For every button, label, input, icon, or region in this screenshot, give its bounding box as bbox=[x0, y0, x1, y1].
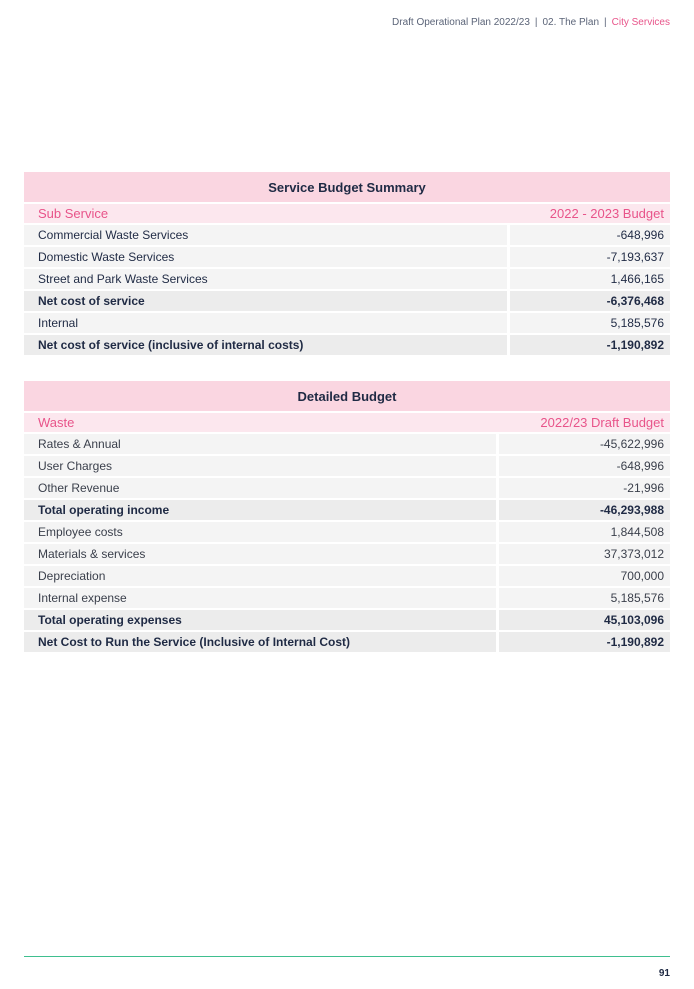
row-value: -1,190,892 bbox=[496, 632, 670, 652]
table-row bbox=[24, 225, 670, 245]
row-label: Street and Park Waste Services bbox=[24, 269, 507, 289]
row-value: -45,622,996 bbox=[496, 434, 670, 454]
table-row bbox=[24, 478, 670, 498]
row-label: Total operating income bbox=[24, 500, 496, 520]
subsection-label: City Services bbox=[611, 17, 670, 28]
page-number: 91 bbox=[658, 968, 670, 979]
table-row bbox=[24, 456, 670, 476]
row-label: Net cost of service (inclusive of internal costs) bbox=[24, 335, 507, 355]
row-label: Rates & Annual bbox=[24, 434, 496, 454]
table-row bbox=[24, 566, 670, 586]
table-title: Service Budget Summary bbox=[24, 172, 670, 202]
row-label: Employee costs bbox=[24, 522, 496, 542]
row-value: 45,103,096 bbox=[496, 610, 670, 630]
row-value: 1,844,508 bbox=[496, 522, 670, 542]
column-header-value: 2022 - 2023 Budget bbox=[507, 204, 670, 223]
table-row bbox=[24, 269, 670, 289]
column-header-row bbox=[24, 204, 670, 223]
row-label: Domestic Waste Services bbox=[24, 247, 507, 267]
table-row bbox=[24, 313, 670, 333]
column-header-value: 2022/23 Draft Budget bbox=[496, 413, 670, 432]
row-label: Materials & services bbox=[24, 544, 496, 564]
row-value: -648,996 bbox=[496, 456, 670, 476]
table-row bbox=[24, 291, 670, 311]
row-value: 700,000 bbox=[496, 566, 670, 586]
table-row bbox=[24, 247, 670, 267]
row-value: 5,185,576 bbox=[496, 588, 670, 608]
row-label: Net cost of service bbox=[24, 291, 507, 311]
document-title: Draft Operational Plan 2022/23 bbox=[392, 17, 530, 28]
row-label: Other Revenue bbox=[24, 478, 496, 498]
table-row bbox=[24, 610, 670, 630]
table-row bbox=[24, 588, 670, 608]
row-label: Internal bbox=[24, 313, 507, 333]
column-header-label: Sub Service bbox=[24, 204, 507, 223]
service-budget-summary-table bbox=[24, 170, 670, 357]
table-title: Detailed Budget bbox=[24, 381, 670, 411]
detailed-budget-table bbox=[24, 379, 670, 654]
row-value: 37,373,012 bbox=[496, 544, 670, 564]
row-value: -21,996 bbox=[496, 478, 670, 498]
row-value: -1,190,892 bbox=[507, 335, 670, 355]
table-row bbox=[24, 335, 670, 355]
page-header bbox=[392, 17, 670, 28]
header-separator: | bbox=[604, 17, 607, 28]
column-header-label: Waste bbox=[24, 413, 496, 432]
table-row bbox=[24, 522, 670, 542]
row-value: 1,466,165 bbox=[507, 269, 670, 289]
table-title-row bbox=[24, 381, 670, 411]
table-row bbox=[24, 500, 670, 520]
row-label: User Charges bbox=[24, 456, 496, 476]
row-value: -7,193,637 bbox=[507, 247, 670, 267]
table-title-row bbox=[24, 172, 670, 202]
row-label: Net Cost to Run the Service (Inclusive of Internal Cost) bbox=[24, 632, 496, 652]
row-label: Depreciation bbox=[24, 566, 496, 586]
table-row bbox=[24, 632, 670, 652]
row-value: 5,185,576 bbox=[507, 313, 670, 333]
row-value: -6,376,468 bbox=[507, 291, 670, 311]
column-header-row bbox=[24, 413, 670, 432]
row-label: Commercial Waste Services bbox=[24, 225, 507, 245]
row-label: Total operating expenses bbox=[24, 610, 496, 630]
section-label: 02. The Plan bbox=[542, 17, 600, 28]
table-row bbox=[24, 434, 670, 454]
row-value: -46,293,988 bbox=[496, 500, 670, 520]
header-separator: | bbox=[534, 17, 538, 28]
table-row bbox=[24, 544, 670, 564]
footer-rule bbox=[24, 956, 670, 957]
row-label: Internal expense bbox=[24, 588, 496, 608]
row-value: -648,996 bbox=[507, 225, 670, 245]
